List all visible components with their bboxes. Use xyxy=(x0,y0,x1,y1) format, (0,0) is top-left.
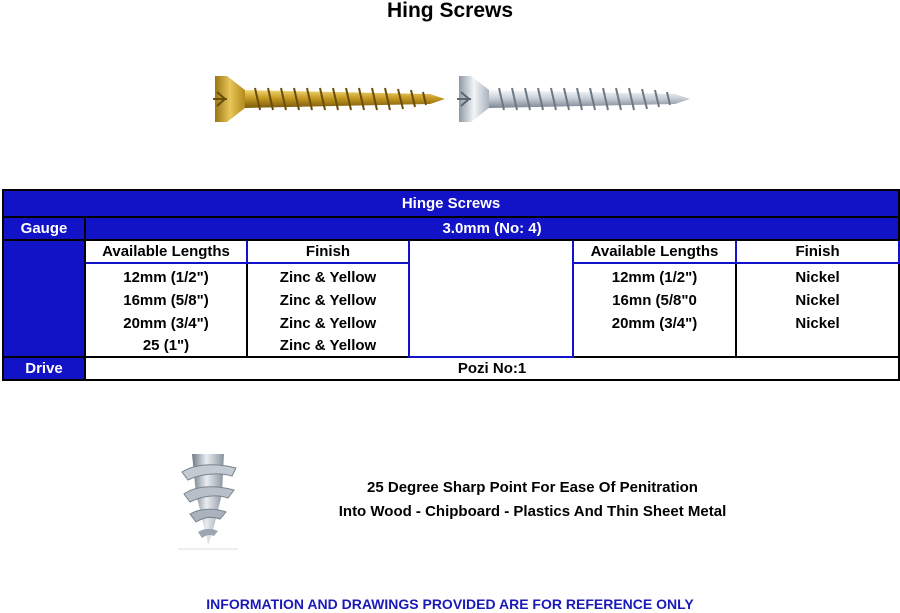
right-finish-list xyxy=(736,263,899,357)
feature-line-2: Into Wood - Chipboard - Plastics And Thin Sheet Metal xyxy=(338,503,727,520)
feature-description xyxy=(300,476,765,524)
list-item: 16mn (5/8"0 xyxy=(612,292,697,309)
disclaimer: INFORMATION AND DRAWINGS PROVIDED ARE FOR REFERENCE ONLY xyxy=(206,596,694,612)
list-item: 12mm (1/2") xyxy=(123,269,209,286)
gauge-value: 3.0mm (No: 4) xyxy=(85,217,899,240)
drive-label: Drive xyxy=(3,357,85,380)
left-finish-list xyxy=(247,263,409,357)
nickel-screw-image xyxy=(457,76,690,122)
table-title: Hinge Screws xyxy=(3,190,899,217)
list-item: Zinc & Yellow xyxy=(279,269,377,286)
hinge-screw-spec-table xyxy=(2,189,900,381)
list-item: Nickel xyxy=(795,269,840,286)
left-finish-header: Finish xyxy=(247,240,409,263)
list-item: 20mm (3/4") xyxy=(123,315,209,332)
right-finish-header: Finish xyxy=(736,240,899,263)
list-item: Nickel xyxy=(795,292,840,309)
screw-images xyxy=(205,70,695,132)
list-item: 12mm (1/2") xyxy=(611,269,698,286)
list-item: Zinc & Yellow xyxy=(279,315,377,332)
list-item: Zinc & Yellow xyxy=(279,292,377,309)
right-lengths-header: Available Lengths xyxy=(573,240,736,263)
middle-blank-cell xyxy=(409,240,573,357)
gauge-label: Gauge xyxy=(3,217,85,240)
drive-value: Pozi No:1 xyxy=(85,357,899,380)
feature-line-1: 25 Degree Sharp Point For Ease Of Penitration xyxy=(367,479,698,496)
list-item: Zinc & Yellow xyxy=(279,337,377,354)
page-title: Hing Screws xyxy=(386,0,514,22)
zinc-yellow-screw-image xyxy=(213,76,445,122)
left-lengths-header: Available Lengths xyxy=(85,240,247,263)
sharp-point-image xyxy=(178,454,238,550)
list-item: 25 (1") xyxy=(142,337,190,354)
left-lengths-list xyxy=(85,263,247,357)
gauge-side-blank xyxy=(3,240,85,357)
list-item: Nickel xyxy=(795,315,840,332)
list-item: 16mm (5/8") xyxy=(123,292,209,309)
list-item: 20mm (3/4") xyxy=(611,315,698,332)
right-lengths-list xyxy=(573,263,736,357)
